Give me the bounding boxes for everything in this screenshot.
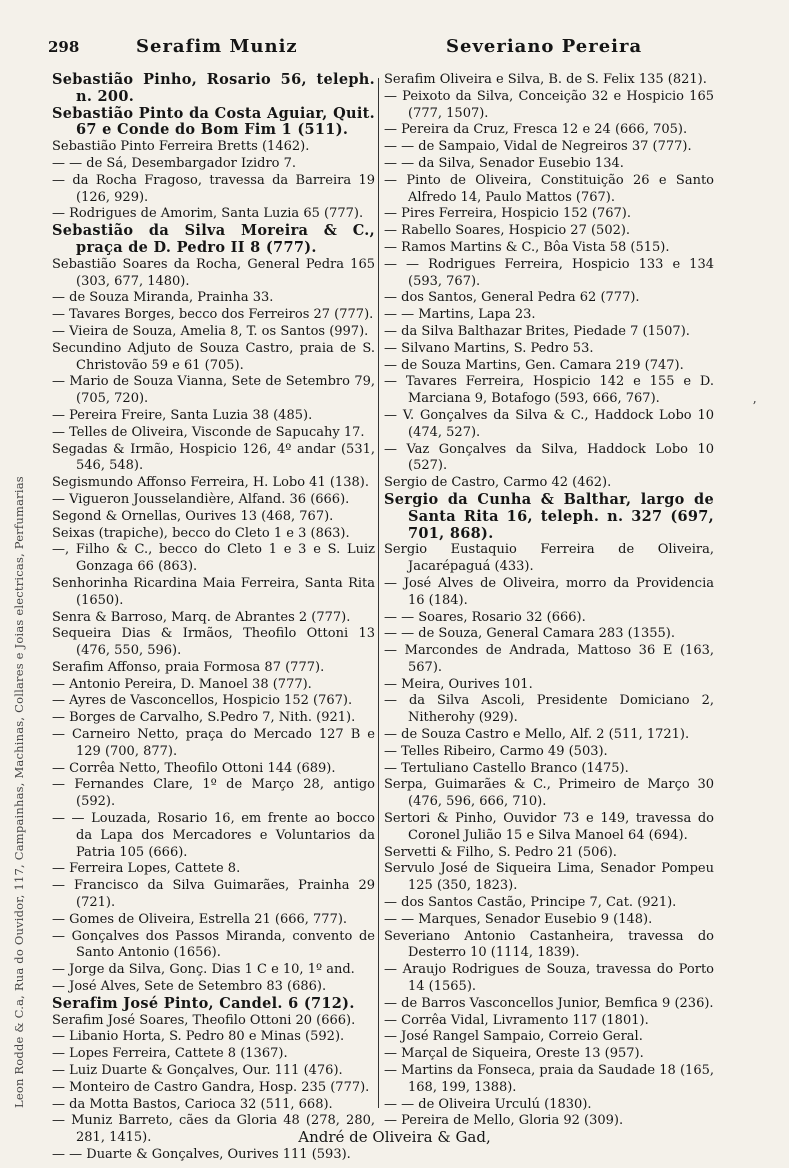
directory-entry: — de Souza Martins, Gen. Camara 219 (747). [384,357,684,373]
directory-entry: Sequeira Dias & Irmãos, Theofilo Ottoni 13 (476, 550, 596). [52,626,375,659]
directory-entry: — Pinto de Oliveira, Constituição 26 e Santo Alfredo 14, Paulo Mattos (767). [384,172,714,205]
directory-entry: — Borges de Carvalho, S.Pedro 7, Nith. (921). [52,710,356,726]
directory-entry: — V. Gonçalves da Silva & C., Haddock Lobo 10 (474, 527). [384,407,714,440]
directory-entry: — — Martins, Lapa 23. [384,307,536,323]
page-header [48,34,768,64]
directory-entry: Segond & Ornellas, Ourives 13 (468, 767). [52,508,334,524]
directory-entry: Sebastião Soares da Rocha, General Pedra 165 (303, 677, 1480). [52,256,375,289]
directory-entry: — Silvano Martins, S. Pedro 53. [384,340,594,356]
directory-entry: — Araujo Rodrigues de Souza, travessa do Porto 14 (1565). [384,962,714,995]
directory-entry: Severiano Antonio Castanheira, travessa do Desterro 10 (1114, 1839). [384,928,714,961]
directory-entry: Serafim José Pinto, Candel. 6 (712). [52,994,355,1012]
directory-entry: — — Louzada, Rosario 16, em frente ao bocco da Lapa dos Mercadores e Voluntarios da Patria 105 (666). [52,811,375,860]
directory-entry: — Tertuliano Castello Branco (1475). [384,760,629,776]
directory-entry: — Peixoto da Silva, Conceição 32 e Hospicio 165 (777, 1507). [384,88,714,121]
directory-entry: — — de Sá, Desembargador Izidro 7. [52,155,297,171]
directory-entry: — de Souza Castro e Mello, Alf. 2 (511, 1721). [384,727,690,743]
directory-entry: — Meira, Ourives 101. [384,676,533,692]
directory-entry: — Jorge da Silva, Gonç. Dias 1 C e 10, 1º and. [52,962,355,978]
directory-entry: — Lopes Ferreira, Cattete 8 (1367). [52,1046,288,1062]
directory-entry: — Libanio Horta, S. Pedro 80 e Minas (592). [52,1029,345,1045]
directory-entry: — — Rodrigues Ferreira, Hospicio 133 e 134 (593, 767). [384,256,714,289]
directory-entry: — dos Santos Castão, Principe 7, Cat. (921). [384,895,677,911]
directory-entry: Segadas & Irmão, Hospicio 126, 4º andar (531, 546, 548). [52,441,375,474]
directory-entry: — — da Silva, Senador Eusebio 134. [384,155,624,171]
directory-entry: — — Duarte & Gonçalves, Ourives 111 (593). [52,1147,351,1162]
directory-entry: Serafim Oliveira e Silva, B. de S. Felix 135 (821). [384,72,707,87]
directory-entry: — Carneiro Netto, praça do Mercado 127 B e 129 (700, 877). [52,727,375,759]
directory-entry: — Corrêa Netto, Theofilo Ottoni 144 (689). [52,760,336,776]
directory-entry: Senhorinha Ricardina Maia Ferreira, Santa Rita (1650). [52,575,375,608]
directory-entry: — — de Sampaio, Vidal de Negreiros 37 (777). [384,139,692,155]
directory-entry: Sebastião da Silva Moreira & C., praça de D. Pedro II 8 (777). [52,222,375,256]
directory-entry: — da Rocha Fragoso, travessa da Barreira 19 (126, 929). [52,172,375,205]
directory-entry: — de Barros Vasconcellos Junior, Bemfica 9 (236). [384,995,714,1011]
directory-entry: Senra & Barroso, Marq. de Abrantes 2 (777). [52,609,351,625]
directory-entry: — Vaz Gonçalves da Silva, Haddock Lobo 10 (527). [384,441,714,474]
directory-entry: — Pereira de Mello, Gloria 92 (309). [384,1113,624,1129]
directory-entry: — Marcondes de Andrada, Mattoso 36 E (163, 567). [384,643,714,675]
directory-entry: — Rabello Soares, Hospicio 27 (502). [384,223,631,239]
directory-entry: — — de Souza, General Camara 283 (1355). [384,626,675,642]
directory-entry: Serpa, Guimarães & C., Primeiro de Março 30 (476, 596, 666, 710). [384,777,714,810]
directory-entry: — Tavares Borges, becco dos Ferreiros 27 (777). [52,307,374,323]
directory-entry: — — Marques, Senador Eusebio 9 (148). [384,911,653,927]
directory-entry: — Pereira da Cruz, Fresca 12 e 24 (666, 705). [384,122,688,138]
page-number: 298 [48,38,80,56]
directory-entry: — — de Oliveira Urculú (1830). [384,1096,592,1112]
directory-entry: — Monteiro de Castro Gandra, Hosp. 235 (777). [52,1079,370,1095]
directory-entry: — Mario de Souza Vianna, Sete de Setembro 79, (705, 720). [52,374,375,407]
directory-entry: — Fernandes Clare, 1º de Março 28, antigo (592). [52,777,375,810]
margin-mark: ʼ [752,400,757,415]
column-divider [378,78,379,1108]
directory-entry: — José Alves, Sete de Setembro 83 (686). [52,979,327,995]
page-footer: André de Oliveira & Gad, [298,1128,491,1146]
directory-entry: Sebastião Pinho, Rosario 56, teleph. n. 200. [52,71,375,105]
directory-entry: — da Silva Balthazar Brites, Piedade 7 (1507). [384,323,690,339]
directory-entry: — Gonçalves dos Passos Miranda, convento de Santo Antonio (1656). [52,928,375,961]
directory-entry: Sergio da Cunha & Balthar, largo de Santa Rita 16, teleph. n. 327 (697, 701, 868). [384,490,714,542]
directory-entry: — dos Santos, General Pedra 62 (777). [384,290,640,306]
left-column [52,72,375,1164]
directory-entry: — — Soares, Rosario 32 (666). [384,609,586,625]
directory-entry: Secundino Adjuto de Souza Castro, praia de S. Christovão 59 e 61 (705). [52,340,375,373]
directory-entry: — José Rangel Sampaio, Correio Geral. [384,1029,643,1045]
directory-entry: — Corrêa Vidal, Livramento 117 (1801). [384,1012,649,1028]
directory-entry: Servetti & Filho, S. Pedro 21 (506). [384,844,617,860]
directory-entry: — Muniz Barreto, cães da Gloria 48 (278, 280, 281, 1415). [52,1113,375,1146]
directory-entry: — Ayres de Vasconcellos, Hospicio 152 (767). [52,693,353,709]
directory-entry: Sergio Eustaquio Ferreira de Oliveira, Jacarépaguá (433). [384,542,714,575]
directory-entry: — Tavares Ferreira, Hospicio 142 e 155 e D. Marciana 9, Botafogo (593, 666, 767). [384,374,714,407]
directory-entry: Sertori & Pinho, Ouvidor 73 e 149, travessa do Coronel Julião 15 e Silva Manoel 64 (694). [384,811,714,843]
directory-entry: — da Silva Ascoli, Presidente Domiciano 2, Nitherohy (929). [384,693,714,726]
directory-entry: — Vigueron Jousselandière, Alfand. 36 (666). [52,491,350,507]
directory-entry: — Marçal de Siqueira, Oreste 13 (957). [384,1046,644,1062]
directory-entry: — Telles de Oliveira, Visconde de Sapucahy 17. [52,424,365,440]
directory-entry: — Ramos Martins & C., Bôa Vista 58 (515). [384,239,670,255]
directory-entry: Sergio de Castro, Carmo 42 (462). [384,475,612,491]
directory-entry: —, Filho & C., becco do Cleto 1 e 3 e S. Luiz Gonzaga 66 (863). [52,542,375,575]
directory-entry: — José Alves de Oliveira, morro da Providencia 16 (184). [384,575,714,608]
left-running-head: Serafim Muniz [136,36,298,57]
directory-entry: Servulo José de Siqueira Lima, Senador Pompeu 125 (350, 1823). [384,861,714,894]
margin-advertisement: Leon Rodde & C.a, Rua do Ouvidor, 117, Campainhas, Machinas, Collares e Joias electricas, Perfumarias [12,476,26,1108]
right-running-head: Severiano Pereira [446,36,643,57]
directory-entry: — da Motta Bastos, Carioca 32 (511, 668). [52,1096,333,1112]
directory-entry: — Gomes de Oliveira, Estrella 21 (666, 777). [52,911,348,927]
directory-entry: — Martins da Fonseca, praia da Saudade 18 (165, 168, 199, 1388). [384,1063,714,1095]
directory-entry: — Pereira Freire, Santa Luzia 38 (485). [52,407,313,423]
directory-entry: — Antonio Pereira, D. Manoel 38 (777). [52,676,312,692]
directory-entry: — Pires Ferreira, Hospicio 152 (767). [384,206,632,222]
directory-entry: Serafim José Soares, Theofilo Ottoni 20 (666). [52,1012,356,1028]
directory-entry: — Telles Ribeiro, Carmo 49 (503). [384,743,608,759]
directory-entry: — Ferreira Lopes, Cattete 8. [52,861,241,877]
directory-entry: — de Souza Miranda, Prainha 33. [52,290,274,306]
directory-entry: — Francisco da Silva Guimarães, Prainha 29 (721). [52,878,375,911]
directory-entry: — Rodrigues de Amorim, Santa Luzia 65 (777). [52,206,364,222]
directory-entry: Sebastião Pinto Ferreira Bretts (1462). [52,139,310,155]
directory-entry: Seixas (trapiche), becco do Cleto 1 e 3 (863). [52,525,350,541]
directory-entry: Sebastião Pinto da Costa Aguiar, Quit. 67 e Conde do Bom Fim 1 (511). [52,104,375,139]
directory-entry: — Vieira de Souza, Amelia 8, T. os Santos (997). [52,323,369,339]
directory-entry: Segismundo Affonso Ferreira, H. Lobo 41 (138). [52,475,369,491]
directory-entry: Serafim Affonso, praia Formosa 87 (777). [52,659,325,675]
right-column [384,72,714,1130]
directory-entry: — Luiz Duarte & Gonçalves, Our. 111 (476). [52,1063,343,1079]
